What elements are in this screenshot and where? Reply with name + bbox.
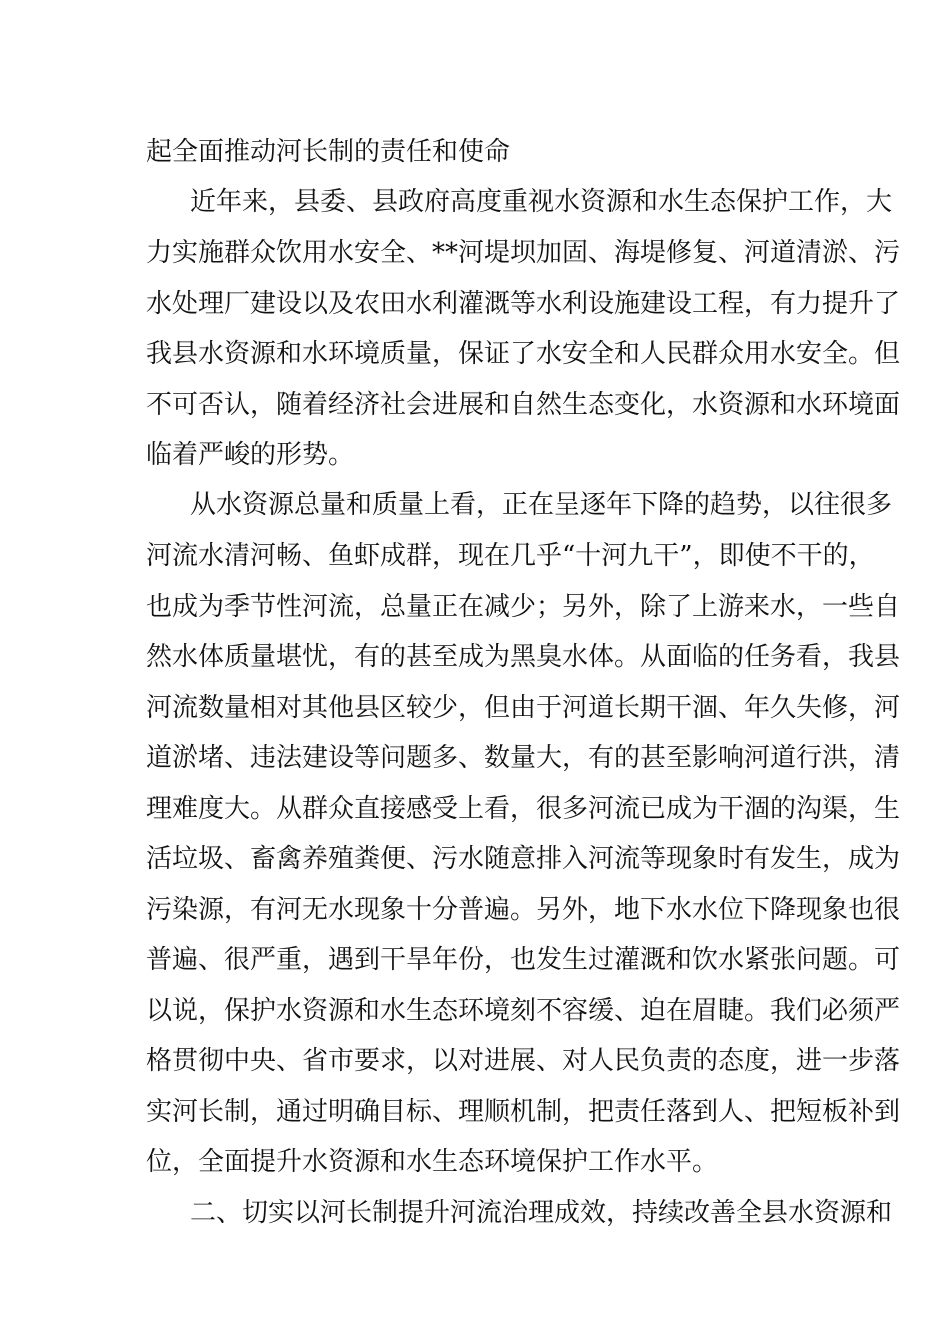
text-line-7: 临着严峻的形势。 [146,440,355,470]
text-line-5: 我县水资源和水环境质量，保证了水安全和人民群众用水安全。但 [146,339,901,369]
text-line-22: 二、切实以河长制提升河流治理成效，持续改善全县水资源和 [190,1198,893,1228]
text-line-2: 近年来，县委、县政府高度重视水资源和水生态保护工作，大 [190,187,893,217]
text-line-6: 不可否认，随着经济社会进展和自然生态变化，水资源和水环境面 [146,390,901,420]
text-line-16: 污染源，有河无水现象十分普遍。另外，地下水水位下降现象也很 [146,895,901,925]
text-line-11: 然水体质量堪忧，有的甚至成为黑臭水体。从面临的任务看，我县 [146,642,901,672]
text-line-14: 理难度大。从群众直接感受上看，很多河流已成为干涸的沟渠，生 [146,794,901,824]
text-line-1: 起全面推动河长制的责任和使命 [146,137,511,167]
text-line-3: 力实施群众饮用水安全、**河堤坝加固、海堤修复、河道清淤、污 [146,238,901,268]
text-line-15: 活垃圾、畜禽养殖粪便、污水随意排入河流等现象时有发生，成为 [146,844,901,874]
text-line-17: 普遍、很严重，遇到干旱年份，也发生过灌溉和饮水紧张问题。可 [146,945,901,975]
text-line-21: 位，全面提升水资源和水生态环境保护工作水平。 [146,1147,719,1177]
text-line-18: 以说，保护水资源和水生态环境刻不容缓、迫在眉睫。我们必须严 [146,996,901,1026]
text-line-8: 从水资源总量和质量上看，正在呈逐年下降的趋势，以往很多 [190,490,893,520]
text-line-19: 格贯彻中央、省市要求，以对进展、对人民负责的态度，进一步落 [146,1046,901,1076]
text-line-12: 河流数量相对其他县区较少，但由于河道长期干涸、年久失修，河 [146,693,901,723]
text-line-10: 也成为季节性河流，总量正在减少；另外，除了上游来水，一些自 [146,592,901,622]
text-line-4: 水处理厂建设以及农田水利灌溉等水利设施建设工程，有力提升了 [146,289,901,319]
text-line-9: 河流水清河畅、鱼虾成群，现在几乎“十河九干”，即使不干的， [146,541,875,571]
text-line-20: 实河长制，通过明确目标、理顺机制，把责任落到人、把短板补到 [146,1097,901,1127]
text-line-13: 道淤堵、违法建设等问题多、数量大，有的甚至影响河道行洪，清 [146,743,901,773]
